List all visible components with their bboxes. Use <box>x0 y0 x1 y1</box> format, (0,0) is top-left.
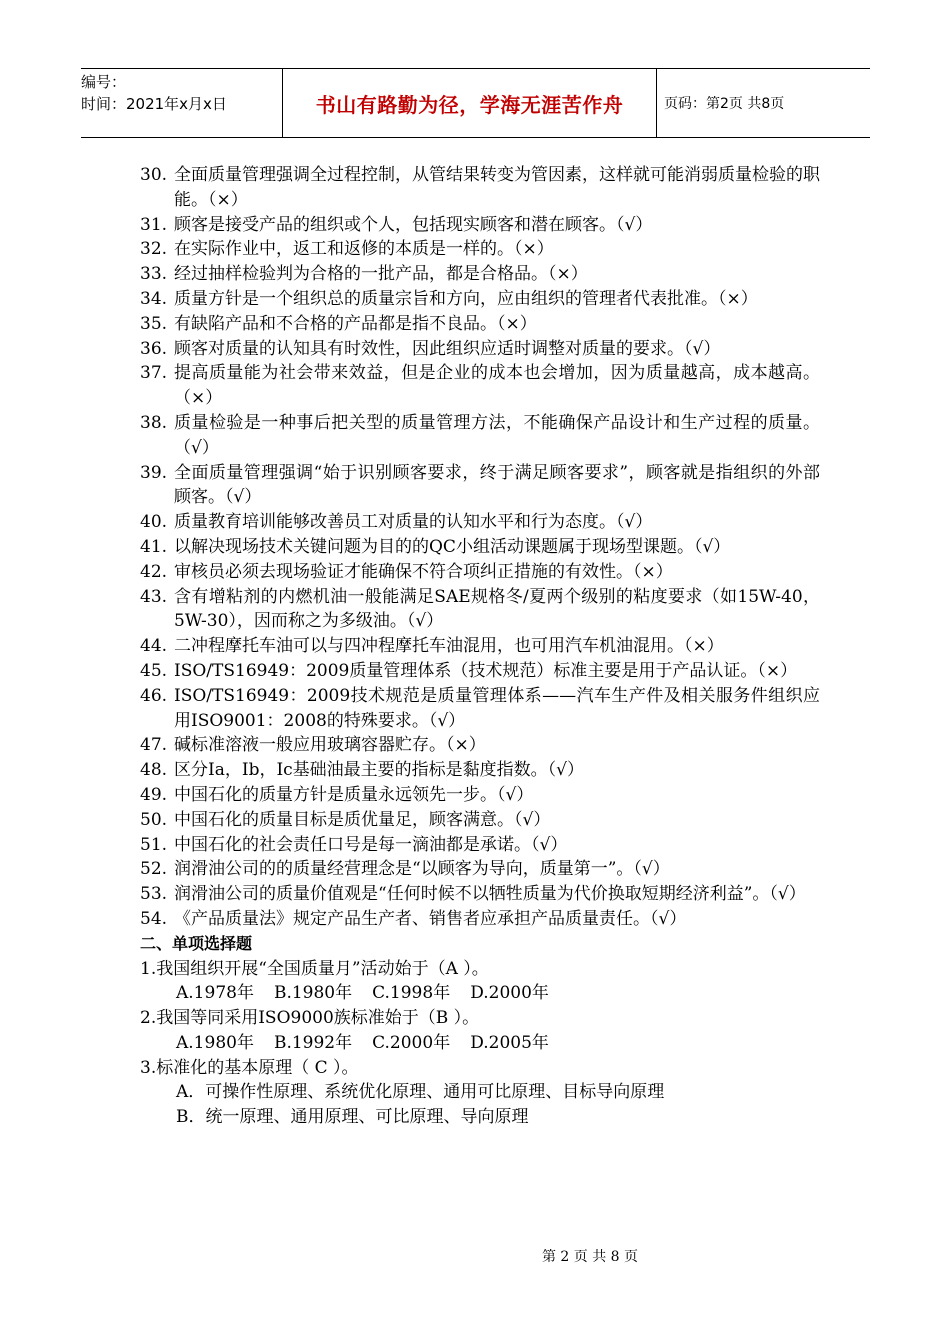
judgment-number: 50. <box>140 809 168 830</box>
option-b: B.1980年 <box>273 983 353 1004</box>
footer-page-number: 第 2 页 共 8 页 <box>541 1249 639 1265</box>
judgment-text: 审核员必须去现场验证才能确保不符合项纠正措施的有效性。（×） <box>174 561 673 582</box>
judgment-item <box>140 411 820 461</box>
judgment-text: 全面质量管理强调全过程控制，从管结果转变为管因素，这样就可能消弱质量检验的职能。（×） <box>174 165 820 210</box>
judgment-item <box>140 213 820 238</box>
judgment-number: 37. <box>140 363 168 384</box>
judgment-item <box>140 585 820 635</box>
judgment-number: 53. <box>140 884 168 905</box>
judgment-item <box>140 758 820 783</box>
judgment-list <box>140 163 820 932</box>
option-d: D.2000年 <box>470 983 549 1004</box>
judgment-number: 43. <box>140 586 168 607</box>
judgment-item <box>140 461 820 511</box>
judgment-item <box>140 857 820 882</box>
judgment-item <box>140 535 820 560</box>
judgment-number: 42. <box>140 561 168 582</box>
page-header <box>81 68 870 138</box>
judgment-number: 30. <box>140 165 168 185</box>
judgment-number: 36. <box>140 338 168 359</box>
option-b: B.1992年 <box>273 1032 353 1053</box>
option-a: A.1980年 <box>176 1032 254 1053</box>
judgment-number: 44. <box>140 636 168 657</box>
header-page-info: 页码：第2页 共8页 <box>664 96 785 112</box>
judgment-number: 45. <box>140 660 168 681</box>
judgment-number: 38. <box>140 412 168 433</box>
question-2 <box>140 1006 820 1056</box>
judgment-number: 41. <box>140 536 168 557</box>
judgment-item <box>140 361 820 411</box>
question-stem: 2.我国等同采用ISO9000族标准始于（B ）。 <box>140 1008 480 1029</box>
judgment-text: 中国石化的质量目标是质优量足，顾客满意。（√） <box>174 809 551 830</box>
judgment-number: 40. <box>140 512 168 533</box>
option-a: A.1978年 <box>176 983 254 1004</box>
judgment-item <box>140 634 820 659</box>
question-stem: 1.我国组织开展“全国质量月”活动始于（A ）。 <box>140 958 489 979</box>
judgment-text: 中国石化的质量方针是质量永远领先一步。（√） <box>174 784 534 805</box>
question-options <box>140 1031 820 1056</box>
judgment-text: 质量教育培训能够改善员工对质量的认知水平和行为态度。（√） <box>174 512 653 533</box>
judgment-number: 51. <box>140 834 168 855</box>
option-b: B．统一原理、通用原理、可比原理、导向原理 <box>176 1107 529 1128</box>
question-3 <box>140 1056 820 1130</box>
judgment-number: 35. <box>140 313 168 334</box>
judgment-number: 49. <box>140 784 168 805</box>
header-page-cell <box>656 69 870 137</box>
section-title: 二、单项选择题 <box>140 933 253 953</box>
judgment-text: 润滑油公司的质量价值观是“任何时候不以牺牲质量为代价换取短期经济利益”。（√） <box>174 884 806 905</box>
judgment-text: ISO/TS16949：2009技术规范是质量管理体系——汽车生产件及相关服务件组织应用ISO9001：2008的特殊要求。（√） <box>174 685 820 731</box>
header-motto-cell <box>283 69 657 137</box>
judgment-text: 质量方针是一个组织总的质量宗旨和方向，应由组织的管理者代表批准。（×） <box>174 288 758 309</box>
option-c: C.1998年 <box>372 983 451 1004</box>
judgment-text: 二冲程摩托车油可以与四冲程摩托车油混用，也可用汽车机油混用。（×） <box>174 636 724 657</box>
judgment-number: 32. <box>140 239 168 260</box>
judgment-item <box>140 163 820 213</box>
judgment-number: 54. <box>140 908 168 929</box>
document-body <box>140 163 820 1130</box>
judgment-text: ISO/TS16949：2009质量管理体系（技术规范）标准主要是用于产品认证。（×） <box>174 660 798 681</box>
judgment-text: 以解决现场技术关键问题为目的的QC小组活动课题属于现场型课题。（√） <box>174 536 731 557</box>
judgment-item <box>140 659 820 684</box>
question-options <box>140 981 820 1006</box>
header-left-cell <box>81 69 283 137</box>
option-a: A．可操作性原理、系统优化原理、通用可比原理、目标导向原理 <box>176 1082 665 1103</box>
judgment-number: 47. <box>140 735 168 756</box>
question-1 <box>140 957 820 1007</box>
judgment-number: 52. <box>140 859 168 880</box>
judgment-text: 《产品质量法》规定产品生产者、销售者应承担产品质量责任。（√） <box>174 908 687 929</box>
judgment-text: 润滑油公司的的质量经营理念是“以顾客为导向，质量第一”。（√） <box>174 859 670 880</box>
judgment-text: 中国石化的社会责任口号是每一滴油都是承诺。（√） <box>174 834 568 855</box>
judgment-item <box>140 262 820 287</box>
judgment-text: 区分Ia，Ib，Ic基础油最主要的指标是黏度指数。（√） <box>174 760 585 781</box>
judgment-item <box>140 808 820 833</box>
judgment-item <box>140 684 820 734</box>
question-stem: 3.标准化的基本原理（ C ）。 <box>140 1057 359 1078</box>
option-d: D.2005年 <box>470 1032 549 1053</box>
header-time-label: 时间：2021年x月x日 <box>81 95 227 113</box>
judgment-number: 46. <box>140 685 168 706</box>
judgment-item <box>140 733 820 758</box>
header-number-label: 编号： <box>81 73 127 91</box>
judgment-item <box>140 287 820 312</box>
judgment-item <box>140 783 820 808</box>
judgment-item <box>140 237 820 262</box>
judgment-text: 提高质量能为社会带来效益，但是企业的成本也会增加，因为质量越高，成本越高。（×） <box>174 363 820 409</box>
judgment-number: 34. <box>140 288 168 309</box>
judgment-text: 顾客是接受产品的组织或个人，包括现实顾客和潜在顾客。（√） <box>174 214 653 235</box>
judgment-text: 质量检验是一种事后把关型的质量管理方法，不能确保产品设计和生产过程的质量。（√） <box>174 412 820 458</box>
judgment-item <box>140 337 820 362</box>
judgment-item <box>140 907 820 932</box>
judgment-text: 碱标准溶液一般应用玻璃容器贮存。（×） <box>174 735 486 756</box>
judgment-text: 经过抽样检验判为合格的一批产品，都是合格品。（×） <box>174 264 588 285</box>
judgment-item <box>140 510 820 535</box>
page-footer <box>0 1246 950 1266</box>
judgment-item <box>140 833 820 858</box>
judgment-item <box>140 882 820 907</box>
judgment-number: 33. <box>140 264 168 285</box>
option-c: C.2000年 <box>372 1032 451 1053</box>
judgment-number: 48. <box>140 760 168 781</box>
judgment-text: 全面质量管理强调“始于识别顾客要求，终于满足顾客要求”，顾客就是指组织的外部顾客。（√） <box>174 462 820 508</box>
judgment-item <box>140 312 820 337</box>
judgment-text: 含有增粘剂的内燃机油一般能满足SAE规格冬/夏两个级别的粘度要求（如15W-40，5W-30），因而称之为多级油。（√） <box>174 586 820 632</box>
judgment-item <box>140 560 820 585</box>
judgment-number: 39. <box>140 462 168 483</box>
header-motto: 书山有路勤为径，学海无涯苦作舟 <box>315 92 624 117</box>
judgment-text: 在实际作业中，返工和返修的本质是一样的。（×） <box>174 239 554 260</box>
judgment-text: 有缺陷产品和不合格的产品都是指不良品。（×） <box>174 313 537 334</box>
judgment-number: 31. <box>140 214 168 235</box>
judgment-text: 顾客对质量的认知具有时效性，因此组织应适时调整对质量的要求。（√） <box>174 338 721 359</box>
